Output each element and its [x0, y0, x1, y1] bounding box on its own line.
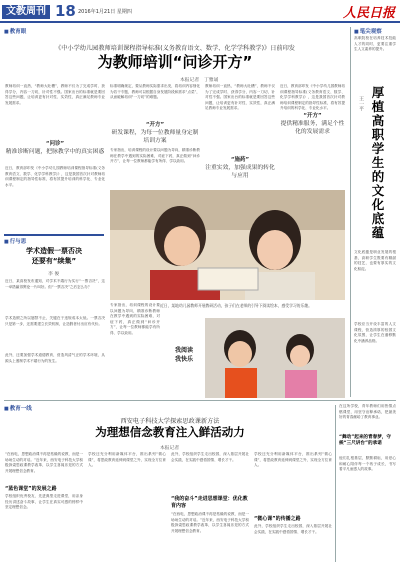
section-rule — [4, 400, 396, 401]
main-paragraph: 专家指出，培训课程的设计要以问题为导向，精准诊断教师在教学中遇到的实际困难，对症下药，真正做到“问诊开方”，让每一位教师都能学有所得、学以致用。 — [110, 148, 200, 164]
left-headline — [4, 246, 104, 266]
page-header — [0, 0, 400, 22]
right-column-tag: ■ 笔尖观察 — [354, 27, 382, 35]
headline-line: 还要有“续集” — [31, 257, 77, 265]
header-rule — [0, 21, 400, 23]
right-paragraph: 学校应当开设丰富的人文课程，营造浓厚的校园文化氛围，让学生在潜移默化中涵养品格。 — [354, 322, 396, 343]
column-divider — [335, 405, 336, 562]
left-paragraph: 学术造假之所以屡禁不止，关键在于违规成本太低。一票否决只是第一步，还需要建立长效机制，让造假者付出应有代价。 — [5, 316, 105, 326]
pullquote-prescribe — [110, 121, 200, 145]
lower-headline: 为理想信念教育注入鲜活动力 — [95, 425, 245, 439]
overlay-line: 我快乐 — [174, 356, 193, 363]
pullquote-service — [280, 112, 345, 136]
left-byline: 李 俊 — [48, 272, 60, 277]
main-column-tag: ■ 教育眼 — [4, 27, 26, 35]
middle-paragraph: 专家指出，培训课程的设计要以问题为导向，精准诊断教师在教学中遇到的实际困难，对症下药，真正做到“问诊开方”，让每一位教师都能学有所得、学以致用。 — [110, 303, 160, 335]
right-paragraph: 文化底蕴是职业发展的根基，高职学生既要有精湛的技艺，也要有厚实的文化积淀。 — [354, 250, 396, 271]
lower-paragraph: 此外，学校组织学生走出校园，深入基层开展社会实践，在实践中感悟国情、增长才干。 — [254, 524, 332, 534]
lower-paragraph: 学校还充分利用新媒体平台，推出系列“微心课”，将思政教育延伸到课堂之外，实现全方位育人。 — [254, 452, 332, 468]
secondary-photo — [205, 318, 345, 398]
photo-caption: 近日，某地幼儿园教师开展教研活动，孩子们在老师的引导下阅读绘本，感受学习的乐趣。 — [160, 303, 312, 308]
lower-paragraph: “在西电，思想政治课不再是枯燥的说教，而是一场场生动的对话。”近年来，西安电子科技大学积极探索思政课教学改革，以学生喜闻乐见的方式开展理想信念教育。 — [5, 452, 83, 473]
pullquote-text: 研发课程，为每一位教师量身定制培训方案 — [111, 130, 199, 144]
section-tag: 文教周刊 — [2, 5, 50, 19]
main-photo — [110, 190, 345, 300]
right-author: 王一平 — [358, 96, 364, 111]
column-divider — [350, 27, 351, 397]
section-rule — [4, 234, 104, 236]
page-number: 18 — [55, 2, 76, 20]
pullquote-title: “施药” — [230, 157, 250, 163]
main-paragraph: 教师培训一直热，“教师大吐槽”，教师不仅为了完成学时、获得学分，内容一刀切，针对性不强。国家出台的标准就是要回答这些问题，让培训更有针对性、实效性，真正满足教师专业发展需求。 — [5, 84, 105, 105]
lower-paragraph: “在西电，思想政治课不再是枯燥的说教，而是一场场生动的对话。”近年来，西安电子科技大学积极探索思政课教学改革，以学生喜闻乐见的方式开展理想信念教育。 — [171, 512, 249, 533]
main-byline: 本报记者 丁雅诵 — [180, 78, 219, 83]
main-paragraph: 标准明确规定，要从教师实际需求出发，将培训内容细化为若干专题，教师可以根据自身发展阶段和需求“点菜”，从而破解培训“一刀切”的难题。 — [110, 84, 200, 100]
main-kicker: 《中小学幼儿园教师培训课程指导标准(义务教育语文、数学、化学学科教学)》日前印发 — [55, 45, 295, 52]
lower-subhead: “蓝色课堂”的发展之路 — [5, 486, 57, 492]
lower-right-paragraph: 他们扎根基层，默默耕耘，用爱心和耐心陪伴每一个孩子成长，书写着平凡而感人的故事。 — [339, 456, 396, 472]
pullquote-text: 精准诊断问题，把脉教学中的真实困惑 — [5, 149, 105, 155]
pullquote-apply — [205, 156, 275, 180]
lower-subhead: “微心课”的传播之路 — [254, 516, 301, 522]
main-paragraph: 教师培训一直热，“教师大吐槽”，教师不仅为了完成学时、获得学分，内容一刀切，针对性不强。国家出台的标准就是要回答这些问题，让培训更有针对性、实效性，真正满足教师专业发展需求。 — [205, 84, 275, 111]
children-reading-image — [110, 190, 345, 300]
pullquote-diagnose — [5, 140, 105, 156]
pullquote-text: 注重实效，加强成果的转化与应用 — [205, 165, 275, 179]
lower-column-tag: ■ 教育一线 — [4, 404, 32, 412]
pullquote-title: “开方” — [145, 122, 165, 128]
left-paragraph: 近日，某高校发布通知，对学术不端行为实行“一票否决”，这一举措赢得舆论一片叫好。但“一票否决”之后怎么办？ — [5, 279, 105, 289]
lower-byline: 本报记者 — [160, 446, 180, 451]
classroom-image — [205, 318, 345, 398]
right-headline: 厚植高职学生的文化底蕴 — [371, 85, 385, 240]
lower-paragraph: 学校组织优秀校友、先进典型走进课堂，用亲身经历讲述奋斗故事，让学生在真实可感的榜样中坚定理想信念。 — [5, 494, 83, 510]
photo-overlay-text — [165, 345, 203, 363]
lower-paragraph: 此外，学校组织学生走出校园，深入基层开展社会实践，在实践中感悟国情、增长才干。 — [171, 452, 249, 462]
lower-subhead: “我的奋斗”走进思想课堂：优化教育内容 — [171, 496, 248, 509]
pullquote-title: “问诊” — [45, 141, 65, 147]
pullquote-text: 提供精准服务，满足个性化的发展需求 — [280, 121, 345, 135]
right-paragraph: 高职院校在培养技术技能人才的同时，更要注重学生人文素养的提升。 — [354, 36, 396, 52]
left-paragraph: 此外，还要加强学术道德教育，营造风清气正的学术环境，从源头上遏制学术不端行为的发生。 — [5, 353, 105, 363]
headline-line: 学术造假一票否决 — [26, 247, 82, 255]
issue-date: 2016年1月21日 星期四 — [78, 9, 132, 15]
main-paragraph: 近日，教育部印发《中小学幼儿园教师培训课程指导标准(义务教育语文、数学、化学学科教学)》，这是我国首次针对教师培训课程制定的指导性标准，将有效提升培训的科学化、专业化水平。 — [5, 166, 105, 187]
main-headline: 为教师培训“问诊开方” — [97, 53, 253, 71]
main-paragraph: 近日，教育部印发《中小学幼儿园教师培训课程指导标准(义务教育语文、数学、化学学科教学)》，这是我国首次针对教师培训课程制定的指导性标准，将有效提升培训的科学化、专业化水平。 — [280, 84, 345, 111]
lower-paragraph: 学校还充分利用新媒体平台，推出系列“微心课”，将思政教育延伸到课堂之外，实现全方位育人。 — [88, 452, 166, 468]
lower-right-paragraph: 在这所学校，青年教师们用热情点燃课堂，用坚守诠释承诺，把最美好的青春献给了教育事业。 — [339, 404, 396, 420]
overlay-line: 我阅读 — [174, 347, 193, 354]
lower-right-heading: “舞动”起来的青春梦，守候“三尺讲台”的承诺 — [339, 435, 391, 446]
left-column-tag: ■ 行与思 — [4, 237, 26, 245]
pullquote-title: “开方” — [303, 113, 322, 119]
lower-kicker: 西安电子科技大学探索思政课新方法 — [120, 418, 220, 425]
newspaper-logo: 人民日报 — [343, 6, 396, 21]
